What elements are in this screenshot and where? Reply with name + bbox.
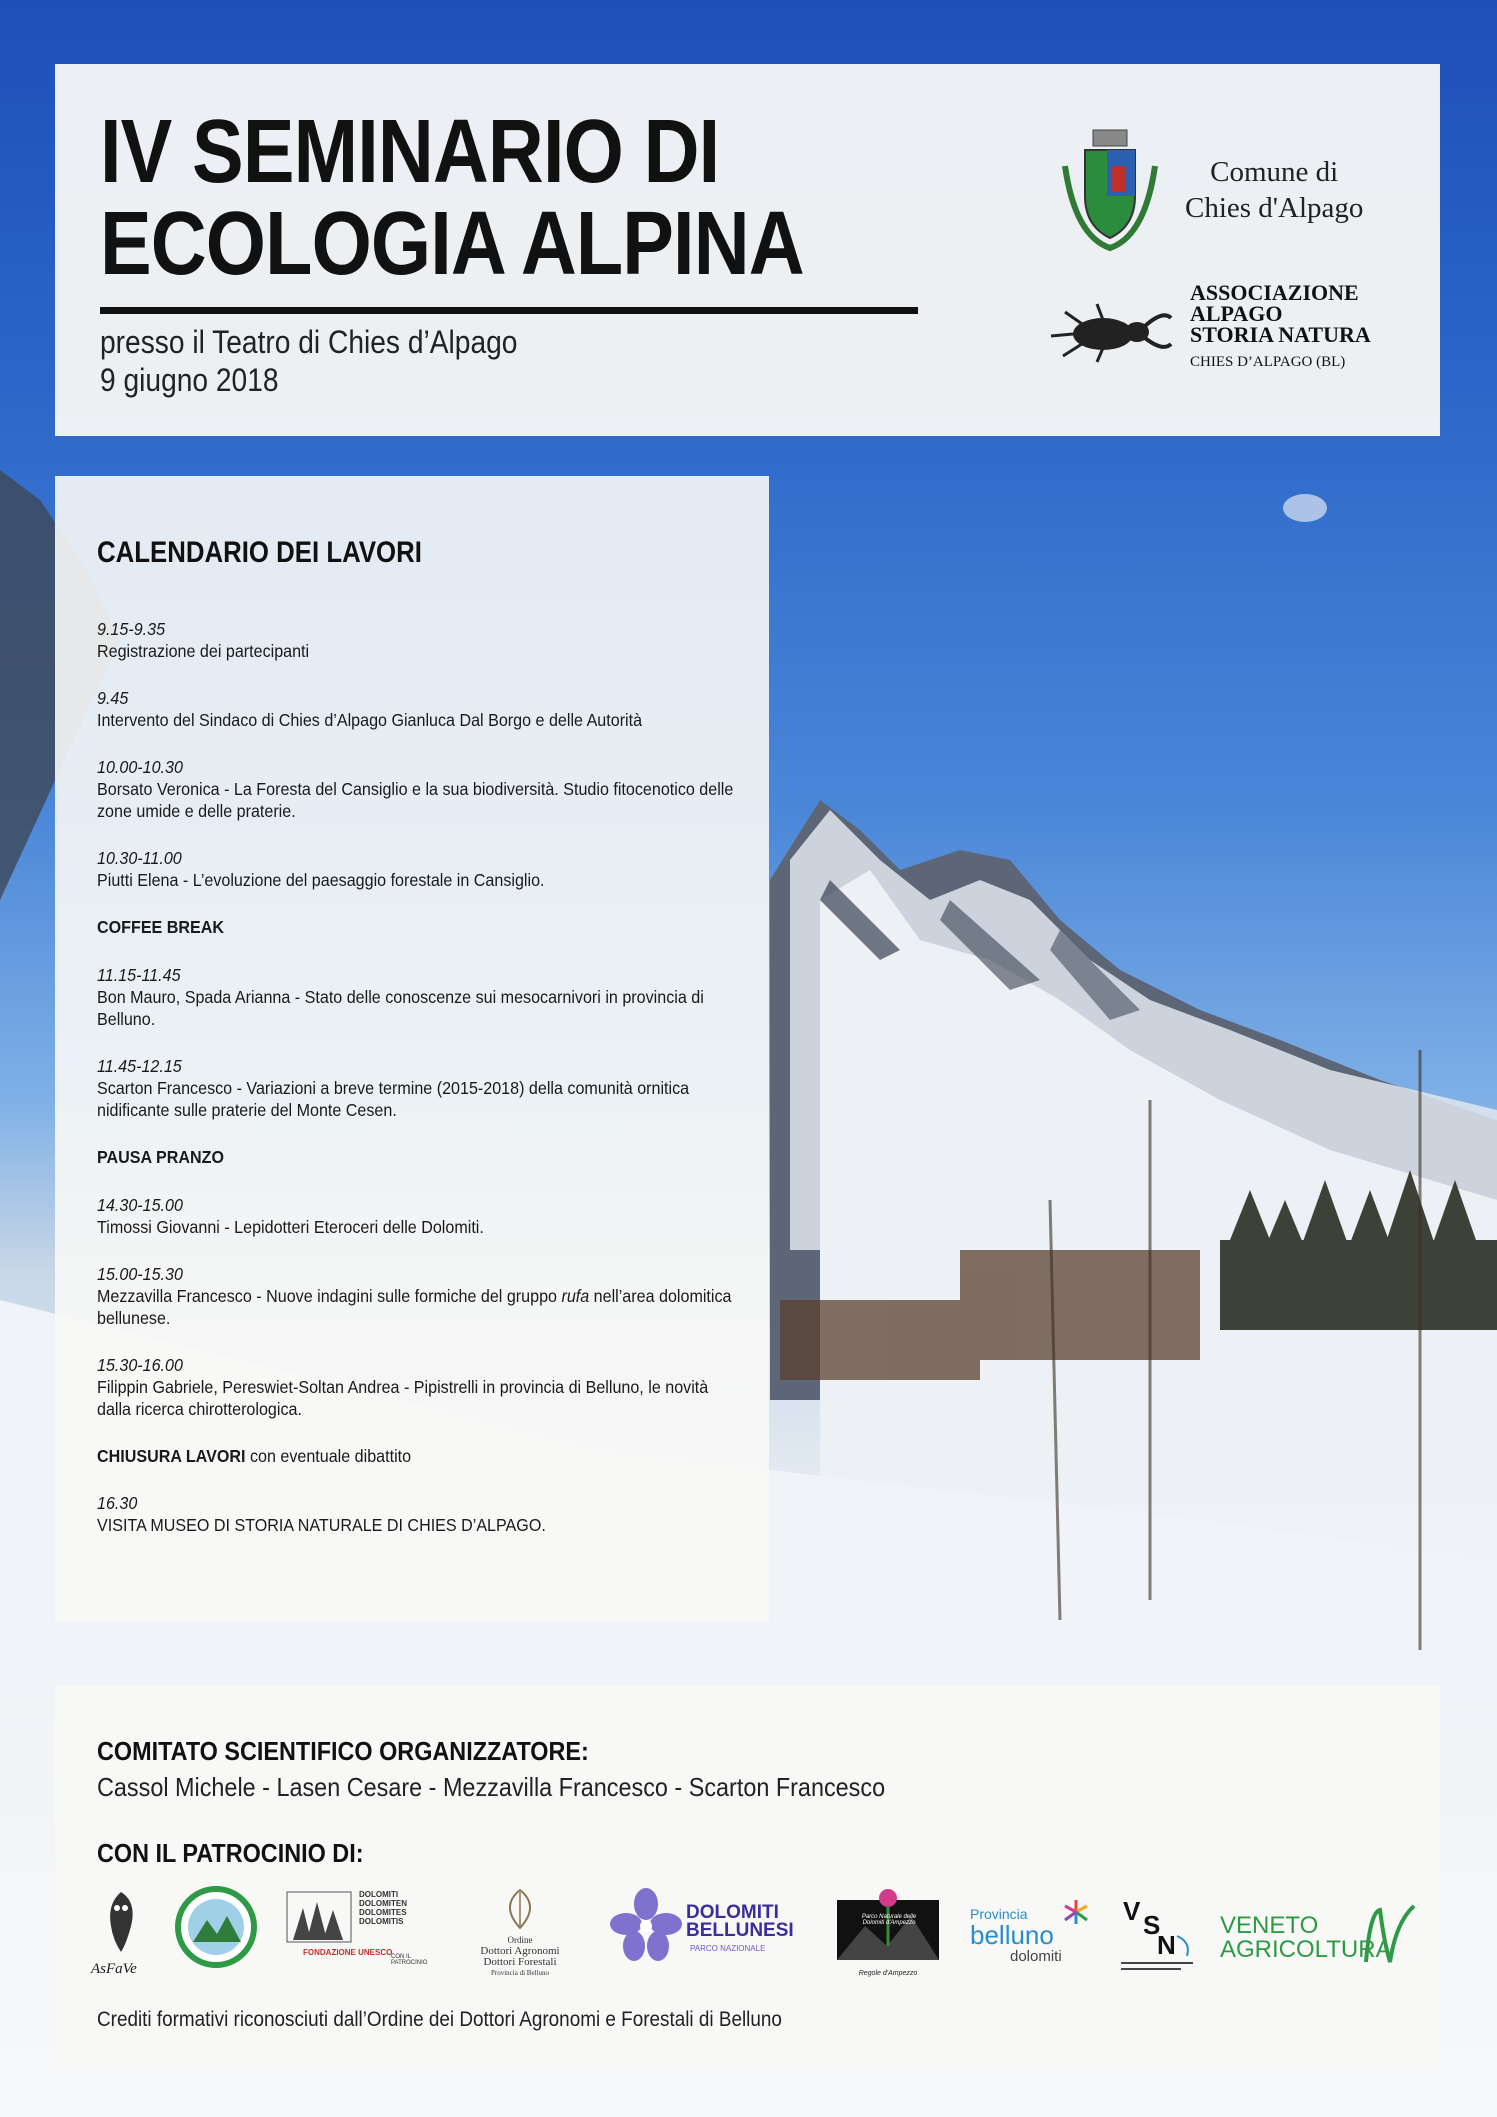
- association-name: [1190, 282, 1371, 345]
- programme-item: [97, 1354, 741, 1420]
- dolomiti-bellunesi-logo: [610, 1886, 800, 1996]
- item-text: Nuove indagini sulle formiche del gruppo: [266, 1286, 562, 1306]
- section-after: con eventuale dibattito: [245, 1446, 412, 1466]
- ordine-line-3: Dottori Forestali: [483, 1956, 557, 1968]
- comune-name: [1185, 154, 1363, 226]
- owl-icon: [91, 1886, 151, 1956]
- item-speaker: Borsato Veronica -: [97, 779, 234, 799]
- unesco-text-4: DOLOMITIS: [359, 1917, 404, 1926]
- title-underline: [100, 307, 918, 314]
- ordine-agronomi-logo: [455, 1886, 585, 1996]
- provincia-line-1: Provincia: [970, 1906, 1028, 1922]
- item-speaker: Bon Mauro, Spada Arianna -: [97, 987, 305, 1007]
- programme-item: [97, 964, 741, 1030]
- item-time: 15.30-16.00: [97, 1355, 183, 1375]
- item-time: 11.45-12.15: [97, 1056, 182, 1076]
- item-speaker: Mezzavilla Francesco -: [97, 1286, 267, 1306]
- dolomiti-unesco-logo: [285, 1886, 435, 1996]
- asfave-logo: [91, 1886, 167, 1996]
- sprout-icon: [1360, 1902, 1420, 1966]
- ampezzo-flower-icon: [835, 1886, 941, 1980]
- event-title: [100, 102, 805, 294]
- footer-panel: [55, 1686, 1440, 2071]
- programme-item: [97, 1263, 741, 1329]
- svg-text:S: S: [1143, 1910, 1161, 1940]
- title-line-2: ECOLOGIA ALPINA: [100, 194, 804, 294]
- dolomiti-line-3: PARCO NAZIONALE: [690, 1944, 766, 1953]
- circular-association-logo: [175, 1886, 265, 1996]
- programme-item: [97, 847, 741, 891]
- ampezzo-line-3: Regole d'Ampezzo: [858, 1970, 918, 1977]
- dolomiti-line-2: BELLUNESI: [686, 1920, 794, 1941]
- unesco-foundation: FONDAZIONE UNESCO: [303, 1948, 393, 1957]
- svsn-emblem-icon: [1117, 1886, 1197, 1978]
- assoc-line-2: ALPAGO: [1190, 301, 1283, 326]
- ordine-line-2: Dottori Agronomi: [480, 1945, 560, 1957]
- programme-title: CALENDARIO DEI LAVORI: [97, 536, 422, 569]
- item-text: Pipistrelli in provincia di Belluno, le novità dalla ricerca chirotterologica.: [97, 1377, 709, 1419]
- programme-section: [97, 1445, 741, 1467]
- item-time: 10.30-11.00: [97, 848, 182, 868]
- circle-emblem-icon: [175, 1886, 257, 1968]
- title-line-1: IV SEMINARIO DI: [100, 102, 720, 202]
- item-time: 14.30-15.00: [97, 1195, 183, 1215]
- item-speaker: Piutti Elena -: [97, 870, 193, 890]
- unesco-patronage: CON IL PATROCINIO: [391, 1954, 428, 1966]
- comune-crest-icon: [1055, 126, 1165, 256]
- programme-item: [97, 618, 741, 662]
- programme-item: [97, 756, 741, 822]
- svsn-logo: [1117, 1886, 1197, 1996]
- provincia-line-3: dolomiti: [1010, 1948, 1062, 1965]
- committee-heading: COMITATO SCIENTIFICO ORGANIZZATORE:: [97, 1736, 589, 1766]
- item-text: L’evoluzione del paesaggio forestale in Cansiglio.: [192, 870, 545, 890]
- star-burst-icon: [1062, 1898, 1090, 1926]
- item-text: VISITA MUSEO DI STORIA NATURALE DI CHIES D’ALPAGO.: [97, 1515, 546, 1535]
- leaf-emblem-icon: [490, 1886, 550, 1932]
- unesco-text-2: DOLOMITEN: [359, 1899, 407, 1908]
- provincia-line-2: belluno: [970, 1920, 1054, 1950]
- item-speaker: Timossi Giovanni -: [97, 1217, 235, 1237]
- item-text: Registrazione dei partecipanti: [97, 641, 310, 661]
- programme-item: [97, 687, 741, 731]
- item-text-italic: rufa: [561, 1286, 590, 1306]
- item-speaker: Filippin Gabriele, Pereswiet-Soltan Andrea -: [97, 1377, 414, 1397]
- ampezzo-park-logo: [835, 1886, 945, 1996]
- veneto-agricoltura-logo: [1220, 1886, 1420, 1996]
- committee-names: Cassol Michele - Lasen Cesare - Mezzavilla Francesco - Scarton Francesco: [97, 1772, 886, 1802]
- section-label: CHIUSURA LAVORI: [97, 1446, 246, 1466]
- item-text: La Foresta del Cansiglio e la sua biodiversità. Studio fitocenotico delle zone umide e delle praterie.: [97, 779, 734, 821]
- item-speaker: Scarton Francesco -: [97, 1078, 247, 1098]
- unesco-text-1: DOLOMITI: [359, 1890, 399, 1899]
- svg-text:V: V: [1123, 1896, 1141, 1926]
- dolomiti-line-1: DOLOMITI: [686, 1902, 779, 1923]
- item-time: 10.00-10.30: [97, 757, 183, 777]
- item-time: 11.15-11.45: [97, 965, 181, 985]
- programme-section: COFFEE BREAK: [97, 917, 225, 937]
- programme-item: [97, 1492, 741, 1536]
- credits-note: Crediti formativi riconosciuti dall’Ordine dei Dottori Agronomi e Forestali di Belluno: [97, 2008, 782, 2031]
- item-text: Lepidotteri Eteroceri delle Dolomiti.: [234, 1217, 484, 1237]
- event-date: 9 giugno 2018: [100, 362, 279, 398]
- header-panel: [55, 64, 1440, 436]
- veneto-line-2: AGRICOLTURA: [1220, 1936, 1392, 1963]
- item-text: Variazioni a breve termine (2015-2018) della comunità ornitica nidificante sulle praterie del Monte Cesen.: [97, 1078, 690, 1120]
- item-text-after: nell’area dolomitica bellunese.: [97, 1286, 732, 1328]
- item-time: 16.30: [97, 1493, 138, 1513]
- programme-section: PAUSA PRANZO: [97, 1147, 225, 1167]
- comune-line-2: Chies d'Alpago: [1185, 192, 1364, 224]
- ordine-line-4: Provincia di Belluno: [491, 1969, 549, 1977]
- association-place: CHIES D’ALPAGO (BL): [1190, 354, 1346, 370]
- assoc-line-1: ASSOCIAZIONE: [1190, 280, 1359, 305]
- beetle-icon: [1045, 296, 1175, 366]
- item-time: 9.45: [97, 688, 129, 708]
- svg-text:N: N: [1157, 1930, 1176, 1960]
- programme-item: [97, 1055, 741, 1121]
- provincia-belluno-logo: [970, 1886, 1090, 1996]
- ampezzo-line-1: Parco Naturale delle: [861, 1914, 917, 1920]
- ordine-line-1: Ordine: [507, 1935, 533, 1945]
- unesco-text-3: DOLOMITES: [359, 1908, 407, 1917]
- patronage-heading: CON IL PATROCINIO DI:: [97, 1838, 364, 1868]
- item-time: 9.15-9.35: [97, 619, 166, 639]
- programme-list: [97, 618, 757, 1561]
- flower-icon: [610, 1886, 682, 1966]
- asfave-label: AsFaVe: [91, 1961, 137, 1977]
- comune-line-1: Comune di: [1210, 156, 1339, 188]
- event-venue: presso il Teatro di Chies d’Alpago: [100, 324, 518, 360]
- veneto-line-1: VENETO: [1220, 1912, 1319, 1939]
- item-text: Intervento del Sindaco di Chies d’Alpago Gianluca Dal Borgo e delle Autorità: [97, 710, 643, 730]
- ampezzo-line-2: Dolomiti d'Ampezzo: [862, 1920, 916, 1926]
- item-text: Stato delle conoscenze sui mesocarnivori in provincia di Belluno.: [97, 987, 704, 1029]
- item-time: 15.00-15.30: [97, 1264, 183, 1284]
- programme-panel: [55, 476, 769, 1621]
- programme-item: [97, 1194, 741, 1238]
- assoc-line-3: STORIA NATURA: [1190, 322, 1371, 347]
- dolomites-peaks-icon: [285, 1886, 355, 1946]
